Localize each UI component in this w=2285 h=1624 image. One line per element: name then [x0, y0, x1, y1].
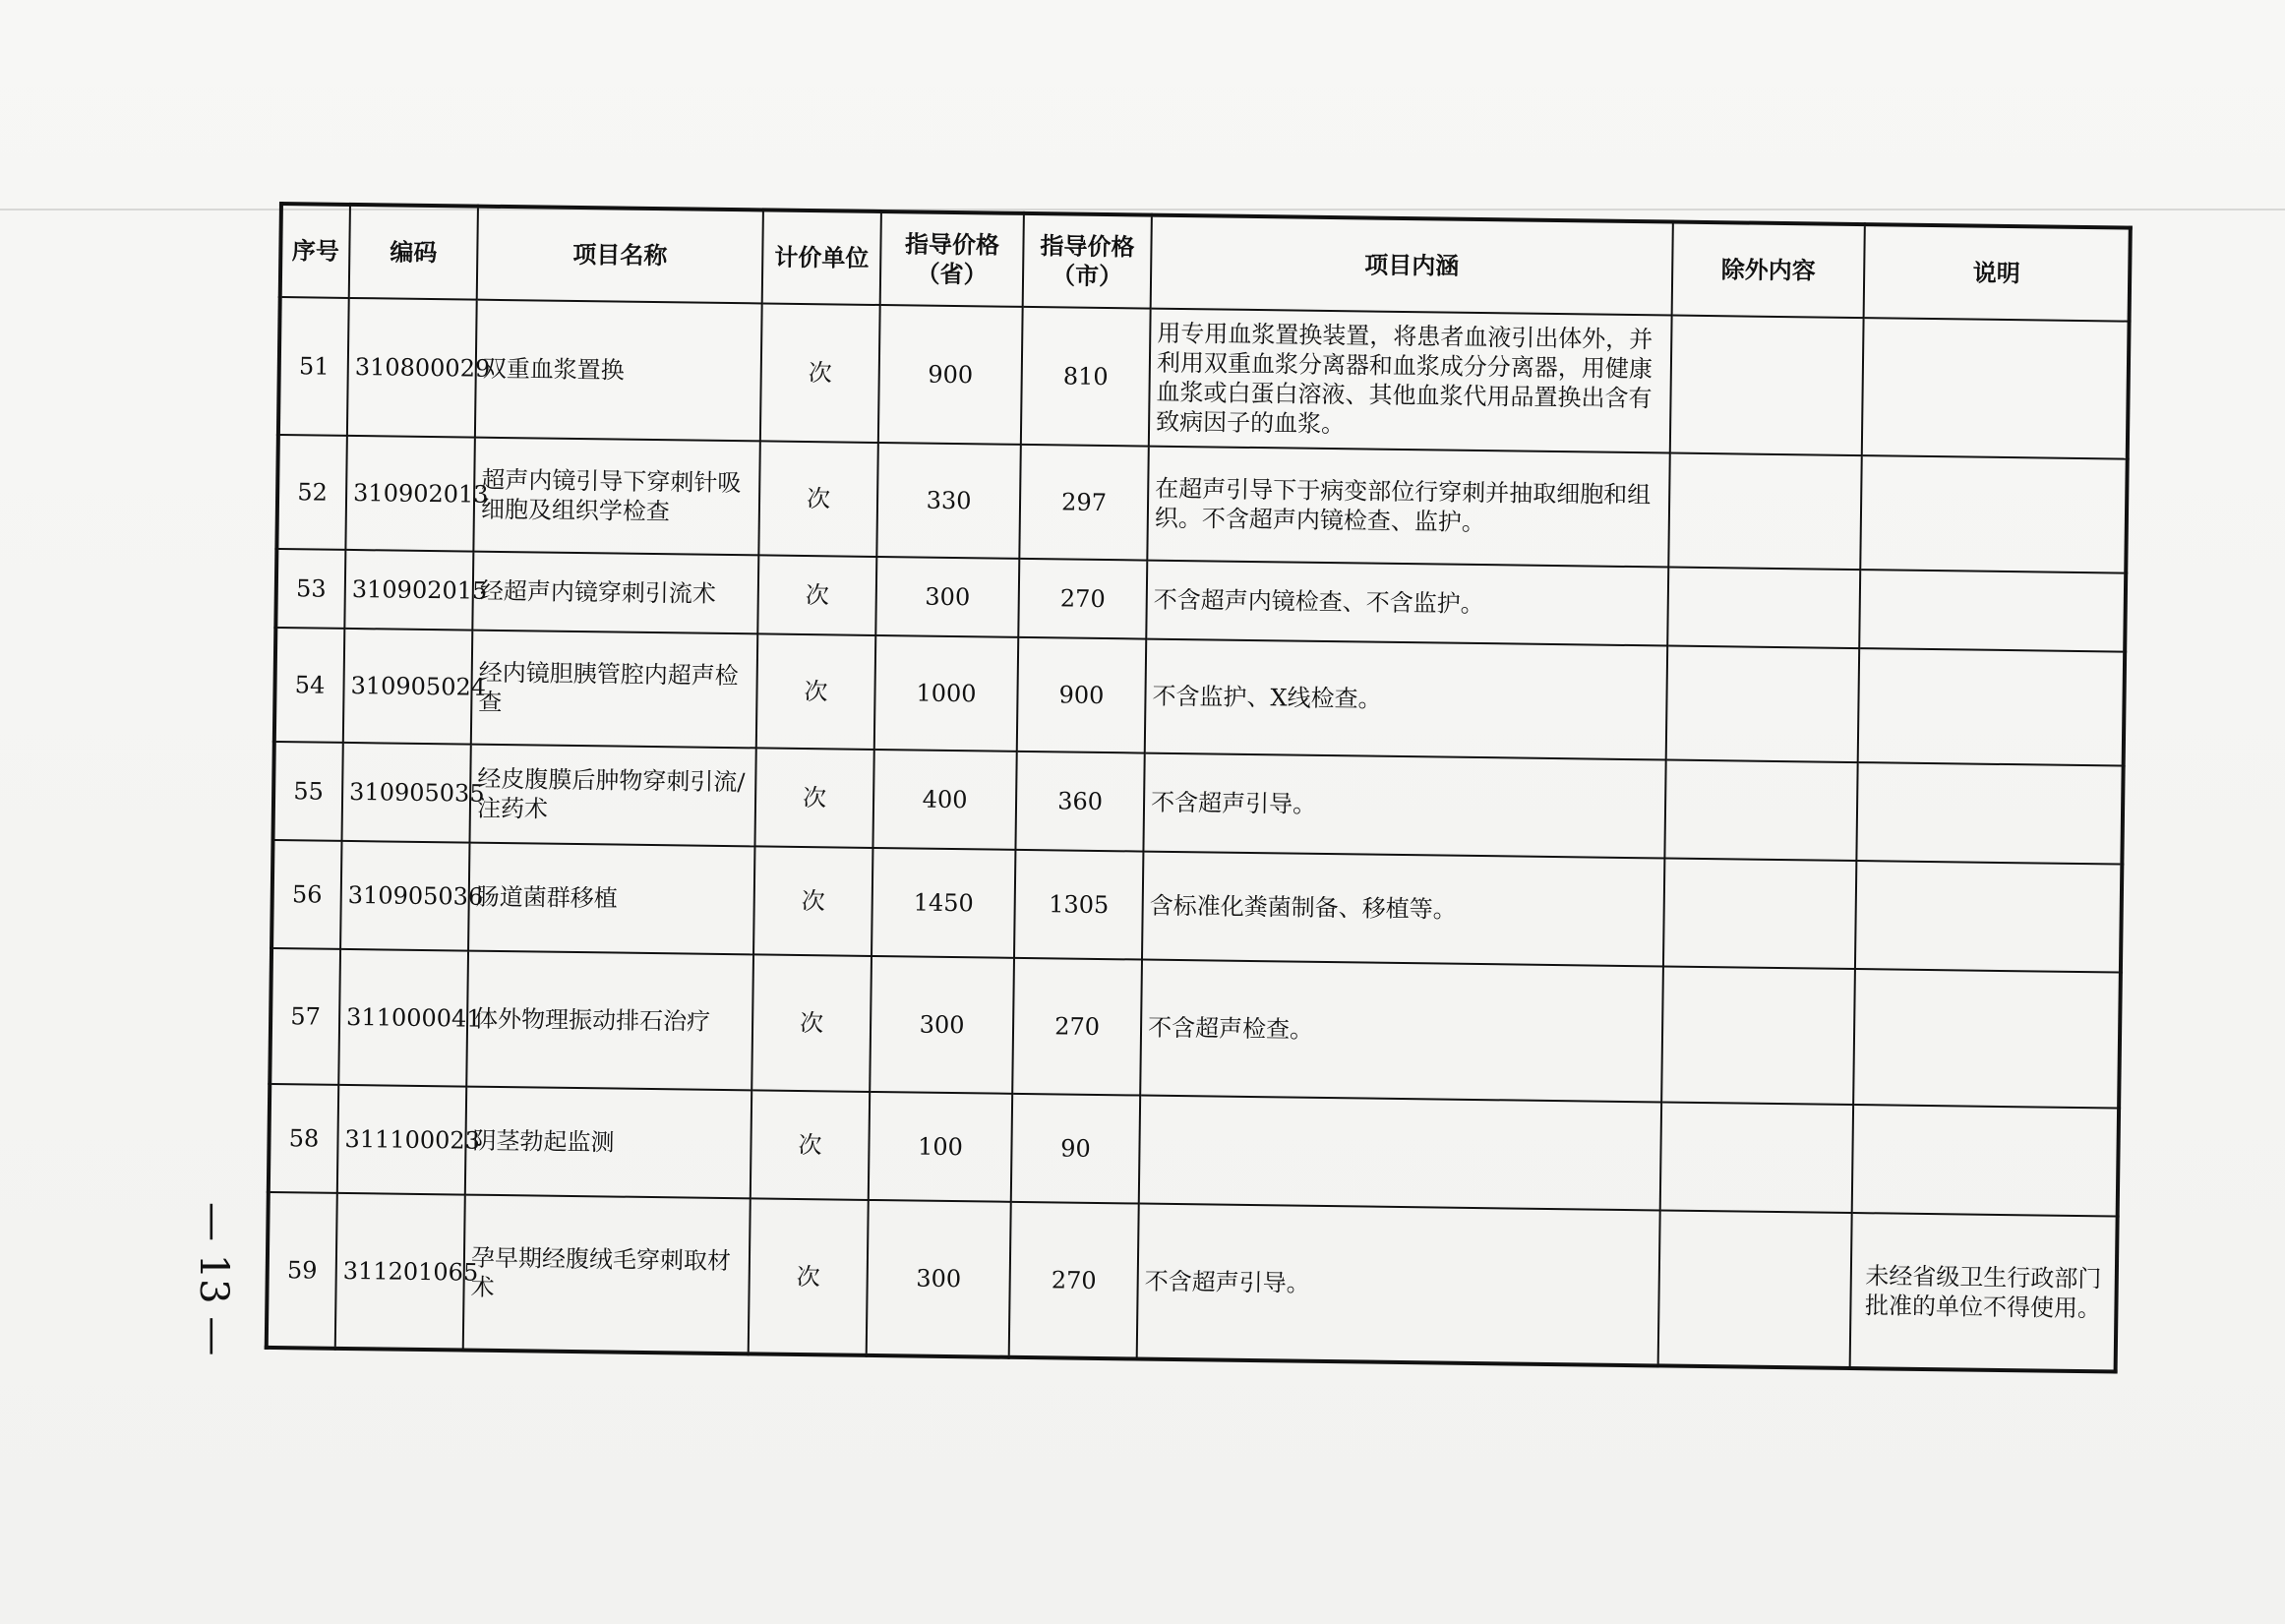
cell-seq: 56 [271, 840, 341, 949]
cell-content: 不含监护、X线检查。 [1145, 639, 1667, 760]
cell-exclude [1667, 568, 1860, 649]
header-content: 项目内涵 [1151, 215, 1673, 316]
cell-exclude [1670, 316, 1864, 456]
header-note: 说明 [1864, 224, 2131, 322]
table-row [278, 297, 2130, 459]
header-price-city: 指导价格（市） [1023, 213, 1152, 309]
cell-code: 310902015 [344, 550, 473, 631]
header-code: 编码 [349, 205, 478, 300]
cell-price-prov: 300 [870, 956, 1014, 1094]
cell-note [1862, 318, 2130, 459]
cell-seq: 51 [278, 297, 349, 436]
cell-seq: 57 [270, 948, 340, 1085]
cell-seq: 52 [276, 435, 347, 550]
cell-exclude [1668, 453, 1862, 571]
cell-unit: 次 [756, 633, 876, 750]
header-seq: 序号 [280, 204, 350, 298]
cell-content: 不含超声引导。 [1143, 753, 1665, 859]
header-name: 项目名称 [477, 207, 763, 304]
cell-seq: 58 [269, 1084, 338, 1193]
cell-price-city: 90 [1011, 1094, 1140, 1204]
cell-price-city: 900 [1017, 637, 1147, 753]
cell-exclude [1658, 1210, 1852, 1368]
cell-code: 311100023 [337, 1085, 466, 1195]
cell-unit: 次 [754, 748, 873, 848]
cell-price-city: 1305 [1014, 850, 1143, 960]
cell-price-city: 270 [1012, 958, 1142, 1096]
cell-exclude [1663, 858, 1856, 969]
cell-name: 肠道菌群移植 [468, 843, 754, 955]
cell-content: 在超声引导下于病变部位行穿刺并抽取细胞和组织。不含超声内镜检查、监护。 [1147, 447, 1669, 568]
cell-unit: 次 [757, 555, 876, 635]
cell-code: 311000041 [338, 949, 468, 1087]
cell-name: 双重血浆置换 [475, 300, 762, 442]
cell-seq: 54 [274, 628, 345, 743]
cell-content: 不含超声检查。 [1140, 960, 1663, 1103]
header-price-prov: 指导价格（省） [880, 211, 1024, 307]
cell-name: 超声内镜引导下穿刺针吸细胞及组织学检查 [473, 438, 759, 556]
cell-price-prov: 900 [878, 305, 1023, 445]
cell-exclude [1664, 760, 1857, 862]
cell-note [1859, 570, 2126, 652]
cell-price-prov: 1000 [874, 635, 1019, 752]
cell-content: 用专用血浆置换装置，将患者血液引出体外，并利用双重血浆分离器和血浆成分分离器，用健康血浆或白蛋白溶液、其他血浆代用品置换出含有致病因子的血浆。 [1149, 309, 1672, 453]
cell-note [1858, 648, 2125, 766]
cell-code: 310800029 [347, 298, 477, 438]
price-table [265, 202, 2133, 1374]
cell-price-city: 360 [1015, 752, 1144, 852]
table-row [267, 1192, 2118, 1372]
cell-unit: 次 [760, 303, 880, 443]
cell-exclude [1666, 646, 1860, 763]
cell-price-city: 810 [1021, 307, 1151, 447]
cell-code: 310902013 [345, 436, 475, 552]
cell-price-city: 297 [1019, 445, 1149, 561]
cell-seq: 53 [275, 549, 345, 629]
cell-price-prov: 330 [876, 443, 1021, 559]
cell-note: 未经省级卫生行政部门批准的单位不得使用。 [1850, 1213, 2118, 1372]
cell-note [1860, 455, 2127, 573]
cell-name: 经超声内镜穿刺引流术 [472, 552, 758, 634]
cell-unit: 次 [758, 441, 878, 557]
cell-content: 含标准化粪菌制备、移植等。 [1142, 852, 1664, 967]
cell-price-prov: 1450 [872, 848, 1015, 958]
cell-code: 310905024 [343, 629, 473, 745]
header-unit: 计价单位 [762, 210, 881, 305]
table-row [270, 948, 2121, 1109]
cell-note [1856, 762, 2123, 865]
cell-seq: 59 [267, 1192, 337, 1349]
cell-price-city: 270 [1009, 1202, 1139, 1359]
cell-seq: 55 [273, 742, 343, 841]
cell-name: 孕早期经腹绒毛穿刺取材术 [463, 1195, 751, 1354]
cell-content: 不含超声引导。 [1137, 1204, 1660, 1366]
cell-price-prov: 300 [875, 557, 1019, 637]
cell-note [1853, 969, 2121, 1109]
cell-name: 经内镜胆胰管腔内超声检查 [471, 631, 757, 749]
cell-code: 310905036 [340, 841, 469, 951]
cell-name: 经皮腹膜后肿物穿刺引流/注药术 [469, 745, 755, 847]
cell-exclude [1660, 1102, 1853, 1213]
cell-note [1855, 861, 2122, 973]
cell-code: 310905035 [341, 743, 470, 843]
cell-name: 体外物理振动排石治疗 [466, 951, 753, 1091]
cell-unit: 次 [752, 954, 872, 1092]
cell-unit: 次 [753, 846, 872, 956]
header-exclude: 除外内容 [1672, 222, 1865, 319]
cell-price-city: 270 [1018, 559, 1147, 639]
cell-note [1852, 1105, 2119, 1217]
page-number: — 13 — [191, 1201, 236, 1356]
cell-exclude [1661, 966, 1855, 1105]
cell-unit: 次 [749, 1198, 869, 1355]
cell-content [1139, 1096, 1661, 1211]
cell-price-prov: 300 [867, 1200, 1011, 1357]
cell-price-prov: 400 [872, 750, 1016, 850]
cell-name: 阴茎勃起监测 [465, 1087, 752, 1199]
cell-price-prov: 100 [869, 1092, 1012, 1202]
cell-code: 311201065 [335, 1193, 465, 1351]
cell-unit: 次 [751, 1090, 870, 1200]
cell-content: 不含超声内镜检查、不含监护。 [1146, 561, 1668, 646]
